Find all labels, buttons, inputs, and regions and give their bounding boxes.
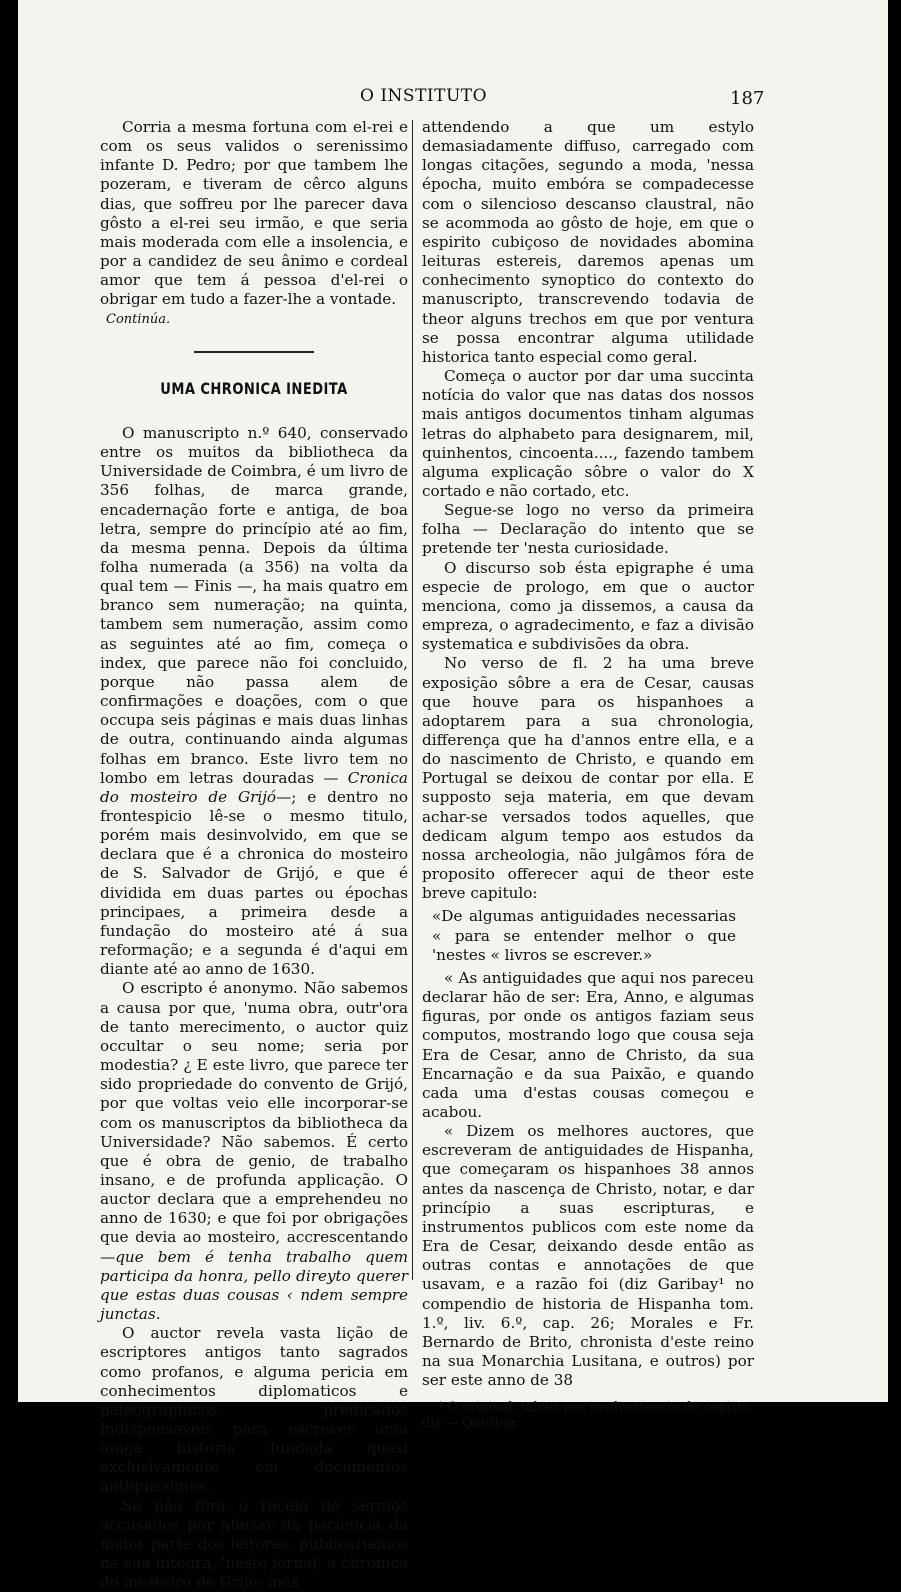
book-title-italic: Cronica do mosteiro de Grijó [100, 768, 408, 806]
article-paragraph-3: O auctor revela vasta lição de escriptores antigos tanto sagrados como profanos, e alguma pericia em conhecimentos diplomaticos e paleographicos, predicados indispensaveis para escrever uma longa historia fundada quasi exclusivamente em documentos antiquissimos. [100, 1324, 408, 1496]
chapter-heading-quote: «De algumas antiguidades necessarias « para se entender melhor o que 'nestes « livros se escrever.» [432, 907, 736, 964]
right-paragraph-2: Começa o auctor por dar uma succinta notícia do valor que nas datas dos nossos mais antigos documentos tinham algumas letras do alphabeto para designarem, mil, quinhentos, cincoenta...., fazendo tambem alguma explicação sôbre o valor do X cortado e não cortado, etc. [422, 367, 754, 500]
left-column [100, 118, 408, 1592]
article-paragraph-2-text: O escripto é anonymo. Não sabemos a causa por que, 'numa obra, outr'ora de tanto merecimento, o auctor quiz occultar o seu nome; seria por modestia? ¿ E este livro, que parece ter sido propriedade do convento de Grijó, por que voltas veio elle incorporar-se com os manuscriptos da bibliotheca da Universidade? Não sabemos. É certo que é obra de genio, de trabalho insano, e de profunda applicação. O auctor declara que a emprehendeu no anno de 1630; e que foi por obrigações que devia ao mosteiro, accrescentando — [100, 979, 408, 1266]
article-paragraph-1 [100, 424, 408, 980]
column-divider [412, 120, 413, 1280]
running-title: O INSTITUTO [360, 86, 488, 106]
article-paragraph-1-rest: —; e dentro no frontespicio lê-se o mesmo titulo, porém mais desinvolvido, em que se declara que é a chronica do mosteiro de S. Salvador de Grijó, e que é dividida em duas partes ou épochas principaes, a primeira desde a fundação do mosteiro até á sua reformação; e a segunda é d'aqui em diante até ao anno de 1630. [100, 787, 408, 979]
page-number: 187 [730, 88, 765, 109]
page-header [18, 86, 888, 116]
intro-paragraph: Corria a mesma fortuna com el-rei e com os seus validos o serenissimo infante D. Pedro; por que tambem lhe pozeram, e tiveram de cêrco alguns dias, que soffreu por lhe parecer dava gôsto a el-rei seu irmão, e que seria mais moderada com elle a insolencia, e por a candidez de seu ânimo e cordeal amor que tem á pessoa d'el-rei o obrigar em tudo a fazer-lhe a vontade. [100, 118, 408, 309]
quote-italic: que bem é tenha trabalho quem participa da honra, pello direyto querer que estas duas cousas ‹ ndem sempre junctas. [100, 1247, 408, 1324]
right-paragraph-1: attendendo a que um estylo demasiadamente diffuso, carregado com longas citações, segundo a moda, 'nessa épocha, muito embóra se compadecesse com o silencioso descanso claustral, não se acommoda ao gôsto de hoje, em que o espirito cubiçoso de novidades abomina leituras estereis, daremos apenas um conhecimento synoptico do contexto do manuscripto, transcrevendo todavia de theor alguns trechos em que por ventura se possa encontrar alguma utilidade historica tanto especial como geral. [422, 118, 754, 366]
right-paragraph-4: O discurso sob ésta epigraphe é uma especie de prologo, em que o auctor menciona, como ja dissemos, a causa da empreza, o agradecimento, e faz a divisão systematica e subdivisões da obra. [422, 558, 754, 654]
right-paragraph-5: No verso de fl. 2 ha uma breve exposição sôbre a era de Cesar, causas que houve para os hispanhoes a adoptarem para a sua chronologia, differença que ha d'annos entre ella, e a do nascimento de Christo, e quando em Portugal se deixou de contar por ella. E supposto seja materia, em que devam achar-se versados todos aquelles, que dedicam algum tempo aos estudos da nossa archeologia, não julgâmos fóra de proposito offerecer aqui de theor este breve capitulo: [422, 654, 754, 903]
section-divider [194, 351, 314, 353]
footnote: ¹ O original, talvez por inadvertencia do copista, diz — Quiribay. [422, 1400, 754, 1431]
right-paragraph-3: Segue-se logo no verso da primeira folha — Declaração do intento que se pretende ter 'nesta curiosidade. [422, 501, 754, 558]
article-paragraph-2 [100, 979, 408, 1324]
right-paragraph-6: « As antiguidades que aqui nos pareceu declarar hão de ser: Era, Anno, e algumas figuras, por onde os antigos faziam seus computos, mostrando logo que cousa seja Era de Cesar, anno de Christo, da sua Encarnação e da sua Paixão, e quando cada uma d'estas cousas começou e acabou. [422, 968, 754, 1121]
right-column [422, 118, 754, 1432]
article-paragraph-1-text: O manuscripto n.º 640, conservado entre os muitos da bibliotheca da Universidade de Coimbra, é um livro de 356 folhas, de marca grande, encadernação forte e antiga, de boa letra, sempre do princípio até ao fim, da mesma penna. Depois da última folha numerada (a 356) na volta da qual tem — Finis —, ha mais quatro em branco sem numeração; na quinta, tambem sem numeração, assim como as seguintes até ao fim, começa o index, que parece não foi concluido, porque não passa alem de confirmações e doações, com o que occupa seis páginas e mais duas linhas de outra, continuando ainda algumas folhas em branco. Este livro tem no lombo em letras douradas — [100, 423, 408, 787]
section-title: UMA CHRONICA INEDITA [160, 378, 348, 398]
article-paragraph-4: Se não fôra o receio de sermos accusados por abusar da paciencia da maior parte dos leitores, publicariamos na sua integra, 'neste jornal, a chronica do mosteiro de Grijó; mas [100, 1496, 408, 1592]
right-paragraph-7: « Dizem os melhores auctores, que escreveram de antiguidades de Hispanha, que começaram os hispanhoes 38 annos antes da nascença de Christo, notar, e dar princípio a suas escripturas, e instrumentos publicos com este nome da Era de Cesar, deixando desde então as outras contas e annotações de que usavam, e a razão foi (diz Garibay¹ no compendio de historia de Hispanha tom. 1.º, liv. 6.º, cap. 26; Morales e Fr. Bernardo de Brito, chronista d'este reino na sua Monarchia Lusitana, e outros) por ser este anno de 38 [422, 1122, 754, 1390]
continua-label: Continúa. [106, 311, 171, 327]
page [18, 0, 888, 1592]
